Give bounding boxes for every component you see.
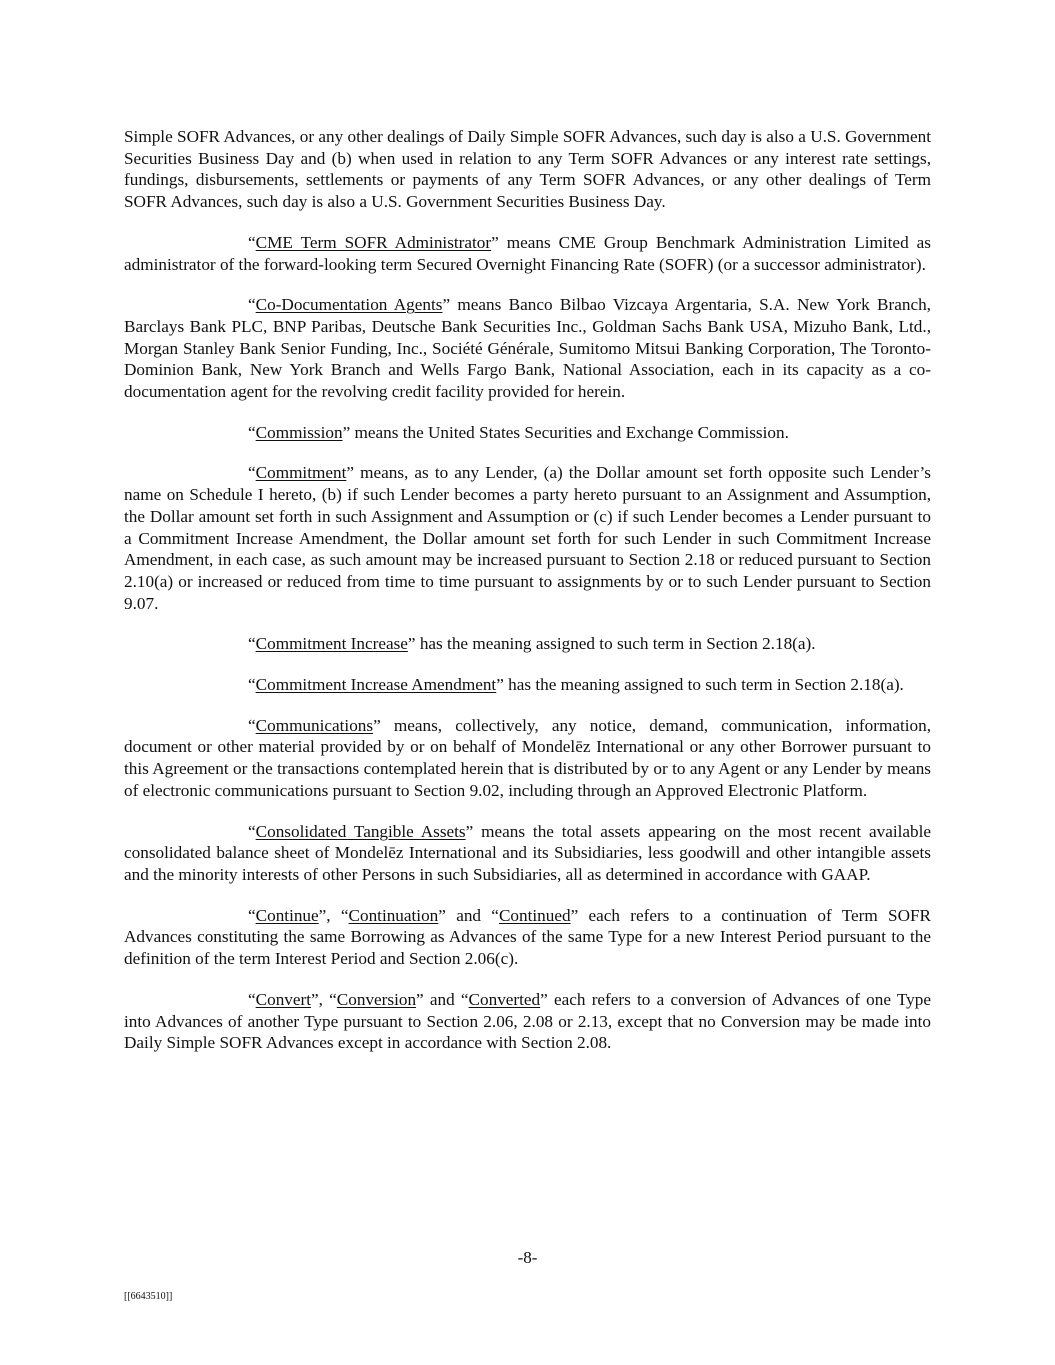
document-id: [[6643510]] xyxy=(124,1291,173,1302)
defined-term: Commitment xyxy=(255,463,347,483)
paragraph-text: “ xyxy=(248,821,256,841)
paragraph-text: ” has the meaning assigned to such term in Section 2.18(a). xyxy=(407,634,816,654)
defined-term: Continued xyxy=(498,905,571,925)
paragraph-text: ”, “ xyxy=(311,989,337,1009)
defined-term: Commission xyxy=(255,422,343,442)
paragraph-text: ” means the United States Securities and Exchange Commission. xyxy=(342,422,789,442)
page-number: -8- xyxy=(517,1248,538,1267)
paragraph-text: ” means CME Group Benchmark Administration Limited as administrator of the forward-looking term Secured Overnight Financing Rate (SOFR) (or a successor administrator). xyxy=(124,232,931,274)
definition-continue xyxy=(124,905,931,970)
defined-term: Convert xyxy=(255,989,312,1009)
defined-term: Commitment Increase Amendment xyxy=(255,675,497,695)
definition-commitment-increase-amendment xyxy=(124,674,931,696)
paragraph-text: ” each refers to a conversion of Advances of one Type into Advances of another Type pursuant to Section 2.06, 2.08 or 2.13, except that no Conversion may be made into Daily Simple SOFR Advances except in accordance with Section 2.08. xyxy=(124,989,931,1053)
paragraph-text: “ xyxy=(248,634,256,654)
definition-commitment xyxy=(124,462,931,614)
paragraph-text: Simple SOFR Advances, or any other dealings of Daily Simple SOFR Advances, such day is also a U.S. Government Securities Business Day and (b) when used in relation to any Term SOFR Advances or any interest rate settings, fundings, disbursements, settlements or payments of any Term SOFR Advances, or any other dealings of Term SOFR Advances, such day is also a U.S. Government Securities Business Day. xyxy=(124,127,931,212)
defined-term: Continue xyxy=(255,905,319,925)
paragraph-text: “ xyxy=(248,989,256,1009)
paragraph-text: “ xyxy=(248,422,256,442)
defined-term: Communications xyxy=(255,715,374,735)
paragraph-text: “ xyxy=(248,295,256,315)
defined-term: Consolidated Tangible Assets xyxy=(255,821,466,841)
paragraph-text: “ xyxy=(248,905,256,925)
paragraph-text: “ xyxy=(248,675,256,695)
paragraph-text: “ xyxy=(248,463,256,483)
definition-convert xyxy=(124,989,931,1054)
defined-term: Conversion xyxy=(336,989,417,1009)
definition-communications xyxy=(124,715,931,802)
paragraph-text: “ xyxy=(248,232,256,252)
paragraph-text: ”, “ xyxy=(318,905,349,925)
definition-cme-term-sofr-administrator xyxy=(124,232,931,275)
paragraph-text: ” and “ xyxy=(416,989,469,1009)
paragraph-text: ” means Banco Bilbao Vizcaya Argentaria, S.A. New York Branch, Barclays Bank PLC, BNP Paribas, Deutsche Bank Securities Inc., Goldman Sachs Bank USA, Mizuho Bank, Ltd., Morgan Stanley Bank Senior Funding, Inc., Société Générale, Sumitomo Mitsui Banking Corporation, The Toronto-Dominion Bank, New York Branch and Wells Fargo Bank, National Association, each in its capacity as a co-documentation agent for the revolving credit facility provided for herein. xyxy=(124,295,931,402)
defined-term: CME Term SOFR Administrator xyxy=(255,232,492,252)
defined-term: Converted xyxy=(468,989,541,1009)
definition-co-documentation-agents xyxy=(124,294,931,403)
paragraph-text: ” and “ xyxy=(438,905,499,925)
paragraph-text: ” means the total assets appearing on the most recent available consolidated balance sheet of Mondelēz International and its Subsidiaries, less goodwill and other intangible assets and the minority interests of other Persons in such Subsidiaries, all as determined in accordance with GAAP. xyxy=(124,821,931,884)
paragraph-text: ” each refers to a continuation of Term SOFR Advances constituting the same Borrowing as Advances of the same Type for a new Interest Period pursuant to the definition of the term Interest Period and Section 2.06(c). xyxy=(124,905,931,969)
paragraph-text: “ xyxy=(248,715,256,735)
document-body xyxy=(124,126,931,1073)
definition-commitment-increase xyxy=(124,633,931,655)
paragraph-text: ” means, collectively, any notice, demand, communication, information, document or other material provided by or on behalf of Mondelēz International or any other Borrower pursuant to this Agreement or the transactions contemplated herein that is distributed by or to any Agent or any Lender by means of electronic communications pursuant to Section 9.02, including through an Approved Electronic Platform. xyxy=(124,715,931,800)
definition-commission xyxy=(124,422,931,444)
defined-term: Continuation xyxy=(348,905,439,925)
defined-term: Commitment Increase xyxy=(255,634,408,654)
paragraph-text: ” has the meaning assigned to such term in Section 2.18(a). xyxy=(496,675,904,695)
paragraph-text: ” means, as to any Lender, (a) the Dollar amount set forth opposite such Lender’s name on Schedule I hereto, (b) if such Lender becomes a party hereto pursuant to an Assignment and Assumption, the Dollar amount set forth in such Assignment and Assumption or (c) if such Lender becomes a Lender pursuant to a Commitment Increase Amendment, the Dollar amount set forth for such Lender in such Commitment Increase Amendment, in each case, as such amount may be increased pursuant to Section 2.18 or reduced pursuant to Section 2.10(a) or increased or reduced from time to time pursuant to assignments by or to such Lender pursuant to Section 9.07. xyxy=(124,463,931,613)
definition-consolidated-tangible-assets xyxy=(124,821,931,886)
defined-term: Co-Documentation Agents xyxy=(255,295,443,315)
paragraph xyxy=(124,126,931,213)
